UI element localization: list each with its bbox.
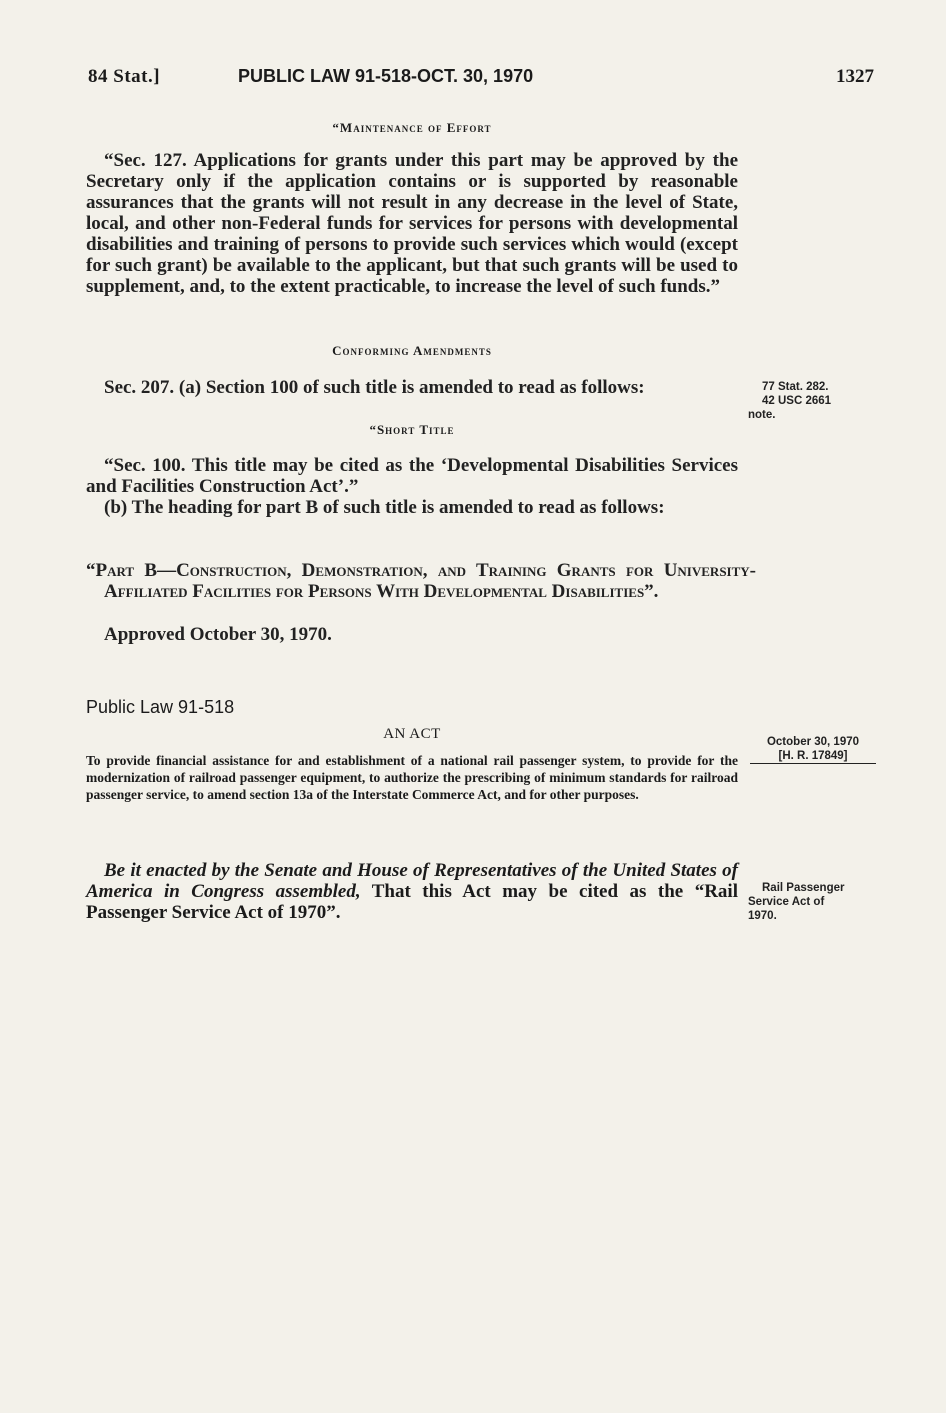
margin-note-date [750, 735, 876, 764]
enacting-clause [86, 860, 738, 923]
maintenance-heading: “Maintenance of Effort [332, 120, 492, 135]
act-purpose [86, 752, 738, 803]
margin-note-line: 1970. [748, 910, 777, 922]
maintenance-text: “Sec. 127. Applications for grants under this part may be approved by the Secretary only if the application contains or is supported by reasonable assurances that the grants will not result in any decrease in the level of State, local, and other non-Federal funds for services for persons with developmental disabilities and training of persons to provide such services which would (except for such grant) be available to the applicant, but that such grants will be used to supplement, and, to the extent practicable, to increase the level of such funds.” [86, 150, 738, 297]
page-title: PUBLIC LAW 91-518-OCT. 30, 1970 [238, 66, 534, 86]
conforming-text: Sec. 207. (a) Section 100 of such title is amended to read as follows: [104, 377, 645, 398]
margin-note-short-title [748, 881, 845, 923]
enacting-clause-rest: That this Act may be cited as the “Rail Passenger Service Act of 1970”. [86, 881, 738, 923]
running-head [88, 66, 884, 92]
act-label: AN ACT [383, 726, 441, 742]
margin-note-line: Rail Passenger [762, 882, 845, 894]
margin-note-line: Service Act of [748, 896, 825, 908]
short-title-text: “Sec. 100. This title may be cited as the ‘Developmental Disabilities Services and Facilities Construction Act’.” [86, 455, 738, 497]
approved-date: Approved October 30, 1970. [104, 624, 332, 645]
margin-note-line: 77 Stat. 282. [762, 381, 829, 393]
margin-note-line: October 30, 1970 [766, 736, 860, 748]
part-b-text: (b) The heading for part B of such title is amended to read as follows: [104, 497, 665, 518]
conforming-heading: Conforming Amendments [332, 343, 492, 358]
margin-note-line: [H. R. 17849] [750, 749, 876, 764]
margin-note-line: note. [748, 409, 776, 421]
stat-reference: 84 Stat.] [88, 66, 161, 87]
page-number: 1327 [836, 66, 874, 87]
public-law-number: Public Law 91-518 [86, 697, 235, 717]
short-title-heading: “Short Title [369, 422, 455, 437]
part-b-heading: “Part B—Construction, Demonstration, and Training Grants for University-Affiliated Facilities for Persons With Developmental Disabilities”. [86, 560, 756, 602]
margin-note-line: 42 USC 2661 [762, 395, 832, 407]
margin-note-citation [748, 380, 832, 422]
act-purpose-text: To provide financial assistance for and establishment of a national rail passenger system, to provide for the modernization of railroad passenger equipment, to authorize the prescribing of minimum standards for railroad passenger service, to amend section 13a of the Interstate Commerce Act, and for other purposes. [86, 753, 738, 802]
enacting-clause-italic: Be it enacted by the Senate and House of Representatives of the United States of America in Congress assembled, [86, 860, 738, 902]
